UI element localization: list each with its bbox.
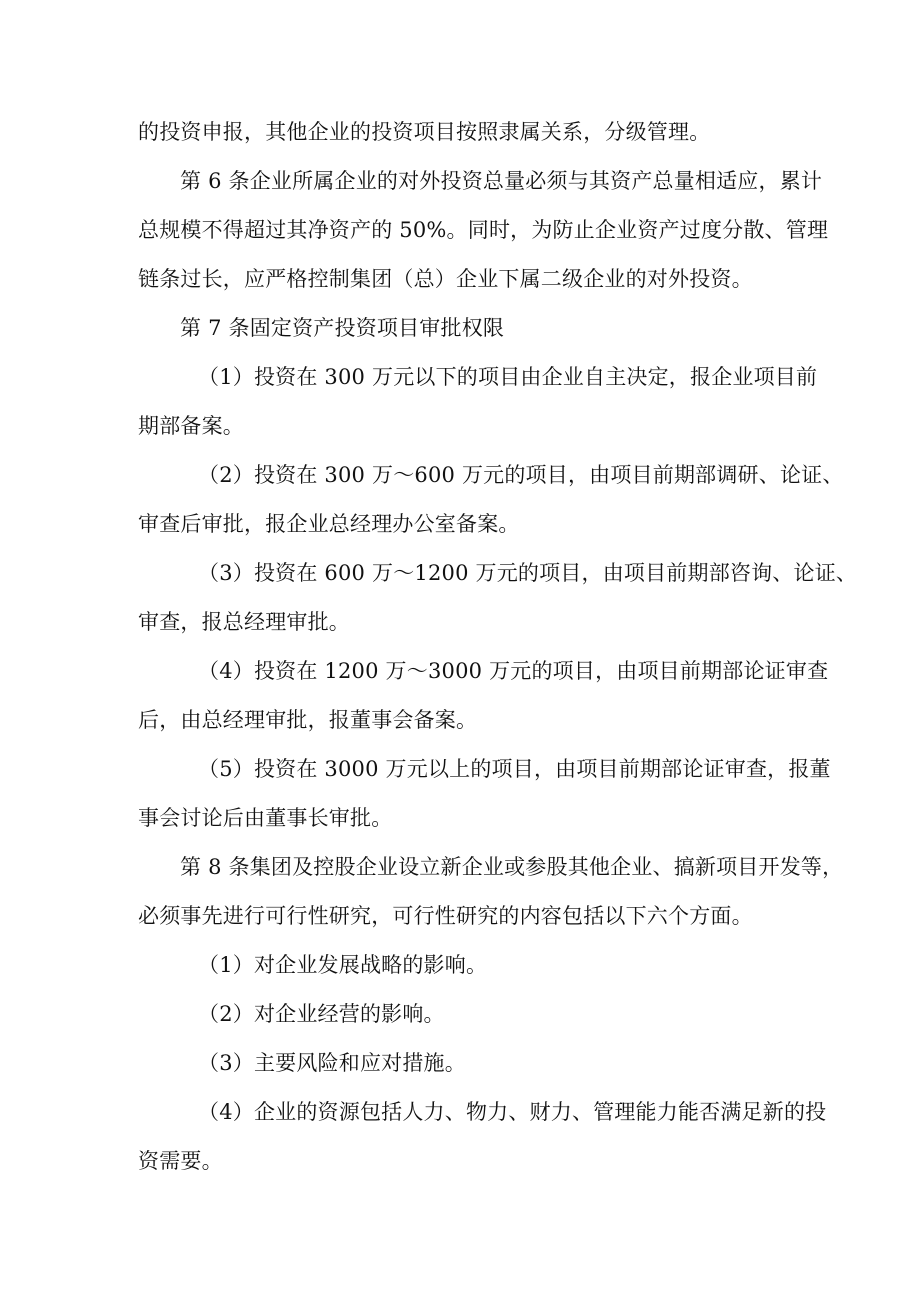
text-line: 资需要。 <box>138 1149 223 1173</box>
text-line: 事会讨论后由董事长审批。 <box>138 806 393 830</box>
list-item-line: （1）对企业发展战略的影响。 <box>198 953 488 977</box>
list-item-line: （2）投资在 300 万～600 万元的项目，由项目前期部调研、论证、 <box>198 463 844 487</box>
article-7-heading: 第 7 条固定资产投资项目审批权限 <box>180 316 505 340</box>
list-item-line: （4）投资在 1200 万～3000 万元的项目，由项目前期部论证审查 <box>198 659 829 683</box>
list-item-line: （5）投资在 3000 万元以上的项目，由项目前期部论证审查，报董 <box>198 757 831 781</box>
list-item-line: （3）主要风险和应对措施。 <box>198 1051 466 1075</box>
text-line: 后，由总经理审批，报董事会备案。 <box>138 708 478 732</box>
article-8-line: 第 8 条集团及控股企业设立新企业或参股其他企业、搞新项目开发等， <box>180 855 844 879</box>
text-line: 期部备案。 <box>138 414 244 438</box>
text-line: 总规模不得超过其净资产的 50%。同时，为防止企业资产过度分散、管理 <box>138 218 829 242</box>
text-line: 审查后审批，报企业总经理办公室备案。 <box>138 512 520 536</box>
text-line: 的投资申报，其他企业的投资项目按照隶属关系，分级管理。 <box>138 120 711 144</box>
text-line: 必须事先进行可行性研究，可行性研究的内容包括以下六个方面。 <box>138 904 753 928</box>
list-item-line: （3）投资在 600 万～1200 万元的项目，由项目前期部咨询、论证、 <box>198 561 858 585</box>
text-line: 链条过长，应严格控制集团（总）企业下属二级企业的对外投资。 <box>138 267 753 291</box>
list-item-line: （4）企业的资源包括人力、物力、财力、管理能力能否满足新的投 <box>198 1100 827 1124</box>
article-6-line: 第 6 条企业所属企业的对外投资总量必须与其资产总量相适应，累计 <box>180 169 823 193</box>
list-item-line: （2）对企业经营的影响。 <box>198 1002 445 1026</box>
text-line: 审查，报总经理审批。 <box>138 610 350 634</box>
list-item-line: （1）投资在 300 万元以下的项目由企业自主决定，报企业项目前 <box>198 365 818 389</box>
